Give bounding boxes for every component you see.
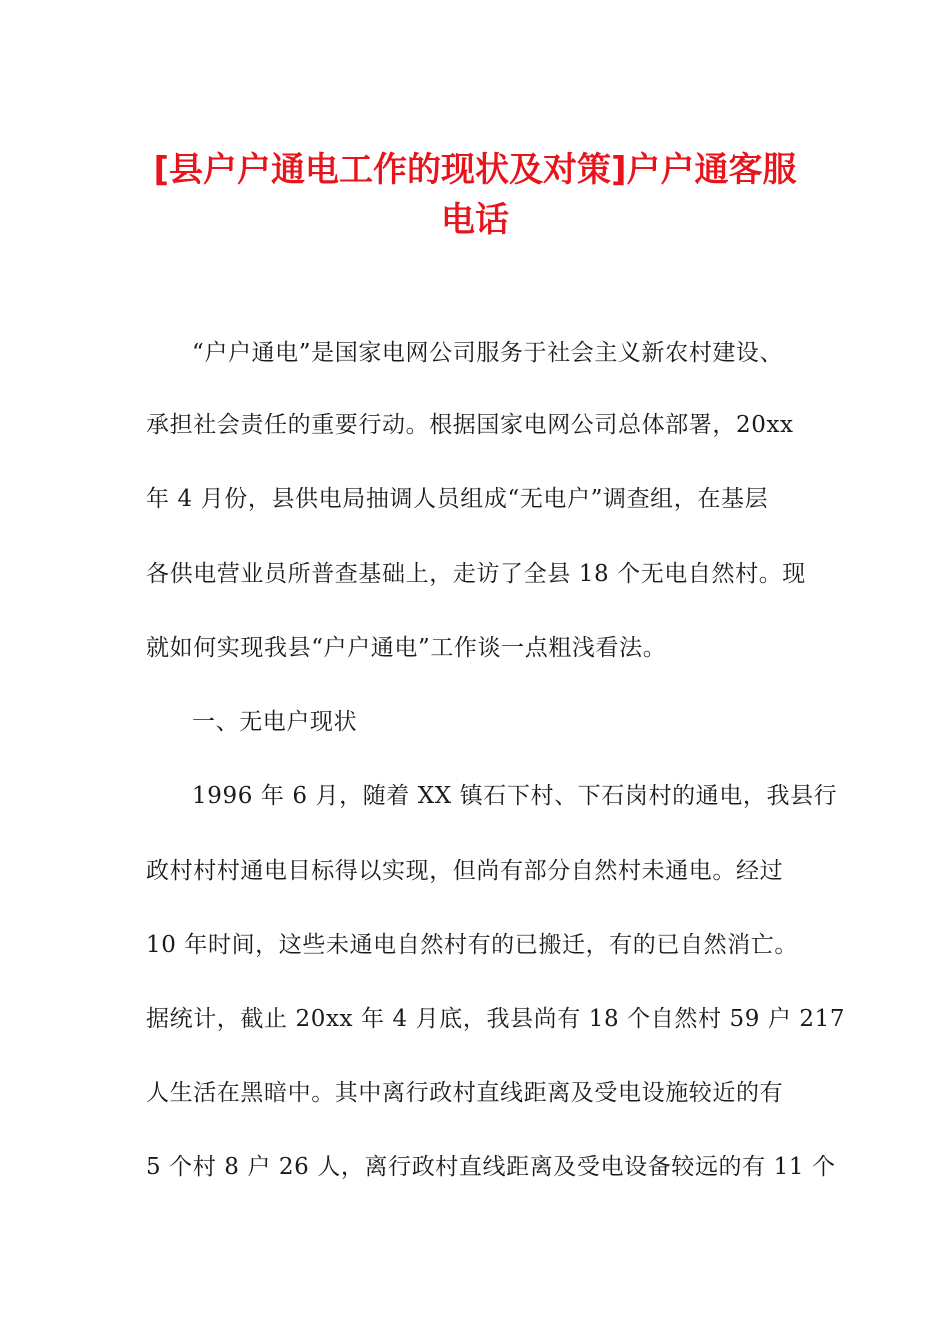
- document-title-line-1: [县户户通电工作的现状及对策]户户通客服: [153, 150, 797, 190]
- paragraph-line-2: 承担社会责任的重要行动。根据国家电网公司总体部署，20xx: [146, 412, 794, 438]
- document-title-line-2: 电话: [441, 200, 509, 240]
- paragraph-line-6: 1996 年 6 月，随着 XX 镇石下村、下石岗村的通电，我县行: [192, 783, 838, 809]
- paragraph-line-5: 就如何实现我县“户户通电”工作谈一点粗浅看法。: [146, 635, 667, 661]
- paragraph-line-4: 各供电营业员所普查基础上，走访了全县 18 个无电自然村。现: [146, 561, 806, 587]
- paragraph-line-3: 年 4 月份，县供电局抽调人员组成“无电户”调查组，在基层: [146, 486, 769, 512]
- paragraph-line-10: 人生活在黑暗中。其中离行政村直线距离及受电设施较近的有: [146, 1080, 784, 1106]
- section-heading: 一、无电户现状: [192, 709, 358, 735]
- paragraph-line-9: 据统计，截止 20xx 年 4 月底，我县尚有 18 个自然村 59 户 217: [146, 1006, 846, 1032]
- paragraph-line-7: 政村村村通电目标得以实现，但尚有部分自然村未通电。经过: [146, 858, 784, 884]
- paragraph-line-1: “户户通电”是国家电网公司服务于社会主义新农村建设、: [192, 340, 784, 366]
- paragraph-line-8: 10 年时间，这些未通电自然村有的已搬迁，有的已自然消亡。: [146, 932, 798, 958]
- paragraph-line-11: 5 个村 8 户 26 人，离行政村直线距离及受电设备较远的有 11 个: [146, 1154, 836, 1180]
